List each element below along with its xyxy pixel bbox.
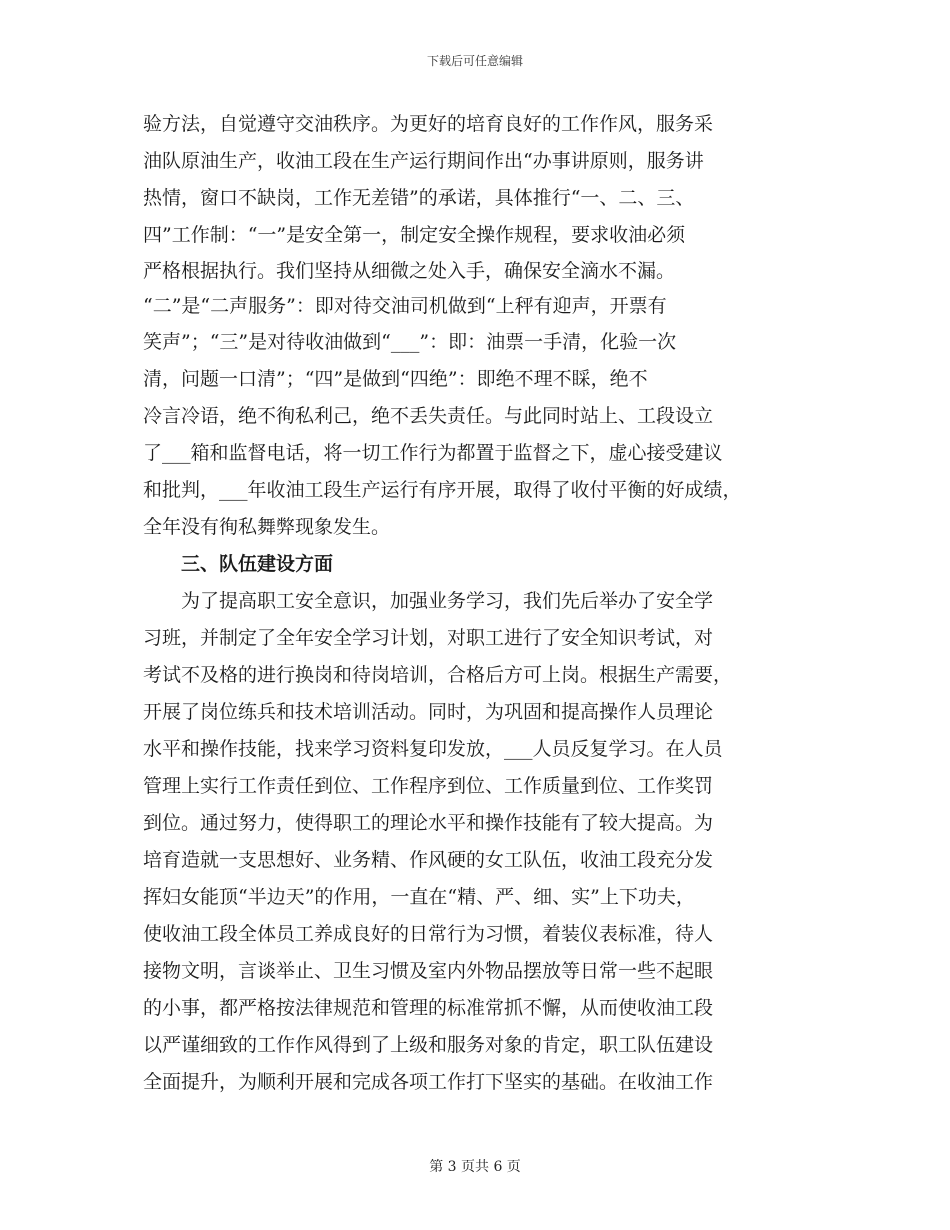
text-line: 挥妇女能顶“半边天”的作用，一直在“精、严、细、实”上下功夫， bbox=[143, 886, 695, 908]
text-line: 习班，并制定了全年安全学习计划，对职工进行了安全知识考试，对 bbox=[143, 627, 714, 649]
section-heading: 三、队伍建设方面 bbox=[181, 553, 334, 575]
text-line: 油队原油生产，收油工段在生产运行期间作出“办事讲原则，服务讲 bbox=[143, 150, 704, 172]
text-line: 严格根据执行。我们坚持从细微之处入手，确保安全滴水不漏。 bbox=[143, 260, 676, 282]
text-line: 验方法，自觉遵守交油秩序。为更好的培育良好的工作作风，服务采 bbox=[143, 113, 714, 135]
text-line: 使收油工段全体员工养成良好的日常行为习惯，着装仪表标准，待人 bbox=[143, 923, 714, 945]
text-line: 为了提高职工安全意识，加强业务学习，我们先后举办了安全学 bbox=[143, 590, 714, 612]
text-line: 开展了岗位练兵和技术培训活动。同时，为巩固和提高操作人员理论 bbox=[143, 701, 714, 723]
text-line: 全面提升，为顺利开展和完成各项工作打下坚实的基础。在收油工作 bbox=[143, 1071, 714, 1093]
page-header: 下载后可任意编辑 bbox=[426, 54, 523, 68]
text-line: 清，问题一口清”；“四”是做到“四绝”：即绝不理不睬，绝不 bbox=[143, 368, 648, 390]
page-footer: 第 3 页共 6 页 bbox=[429, 1159, 521, 1175]
text-line: 到位。通过努力，使得职工的理论水平和操作技能有了较大提高。为 bbox=[143, 812, 714, 834]
text-line: “二”是“二声服务”：即对待交油司机做到“上秤有迎声，开票有 bbox=[143, 295, 667, 317]
text-line: 管理上实行工作责任到位、工作程序到位、工作质量到位、工作奖罚 bbox=[143, 775, 714, 797]
text-line: 接物文明，言谈举止、卫生习惯及室内外物品摆放等日常一些不起眼 bbox=[143, 960, 714, 982]
text-line: 全年没有徇私舞弊现象发生。 bbox=[143, 516, 391, 538]
document-body bbox=[143, 106, 808, 1101]
text-line: 了___箱和监督电话，将一切工作行为都置于监督之下，虚心接受建议 bbox=[143, 442, 723, 464]
text-line: 的小事，都严格按法律规范和管理的标准常抓不懈，从而使收油工段 bbox=[143, 997, 714, 1019]
text-line: 水平和操作技能，找来学习资料复印发放，___人员反复学习。在人员 bbox=[143, 738, 723, 760]
text-line: 热情，窗口不缺岗，工作无差错”的承诺，具体推行“一、二、三、 bbox=[143, 187, 695, 209]
text-line: 考试不及格的进行换岗和待岗培训，合格后方可上岗。根据生产需要， bbox=[143, 664, 733, 686]
text-line: 四”工作制：“一”是安全第一，制定安全操作规程，要求收油必须 bbox=[143, 224, 686, 246]
text-line: 和批判，___年收油工段生产运行有序开展，取得了收付平衡的好成绩， bbox=[143, 479, 742, 501]
text-line: 培育造就一支思想好、业务精、作风硬的女工队伍，收油工段充分发 bbox=[143, 849, 714, 871]
text-line: 以严谨细致的工作作风得到了上级和服务对象的肯定，职工队伍建设 bbox=[143, 1034, 714, 1056]
text-line: 笑声”；“三”是对待收油做到“___”：即：油票一手清，化验一次 bbox=[143, 331, 677, 353]
text-line: 冷言冷语，绝不徇私利己，绝不丢失责任。与此同时站上、工段设立 bbox=[143, 405, 714, 427]
